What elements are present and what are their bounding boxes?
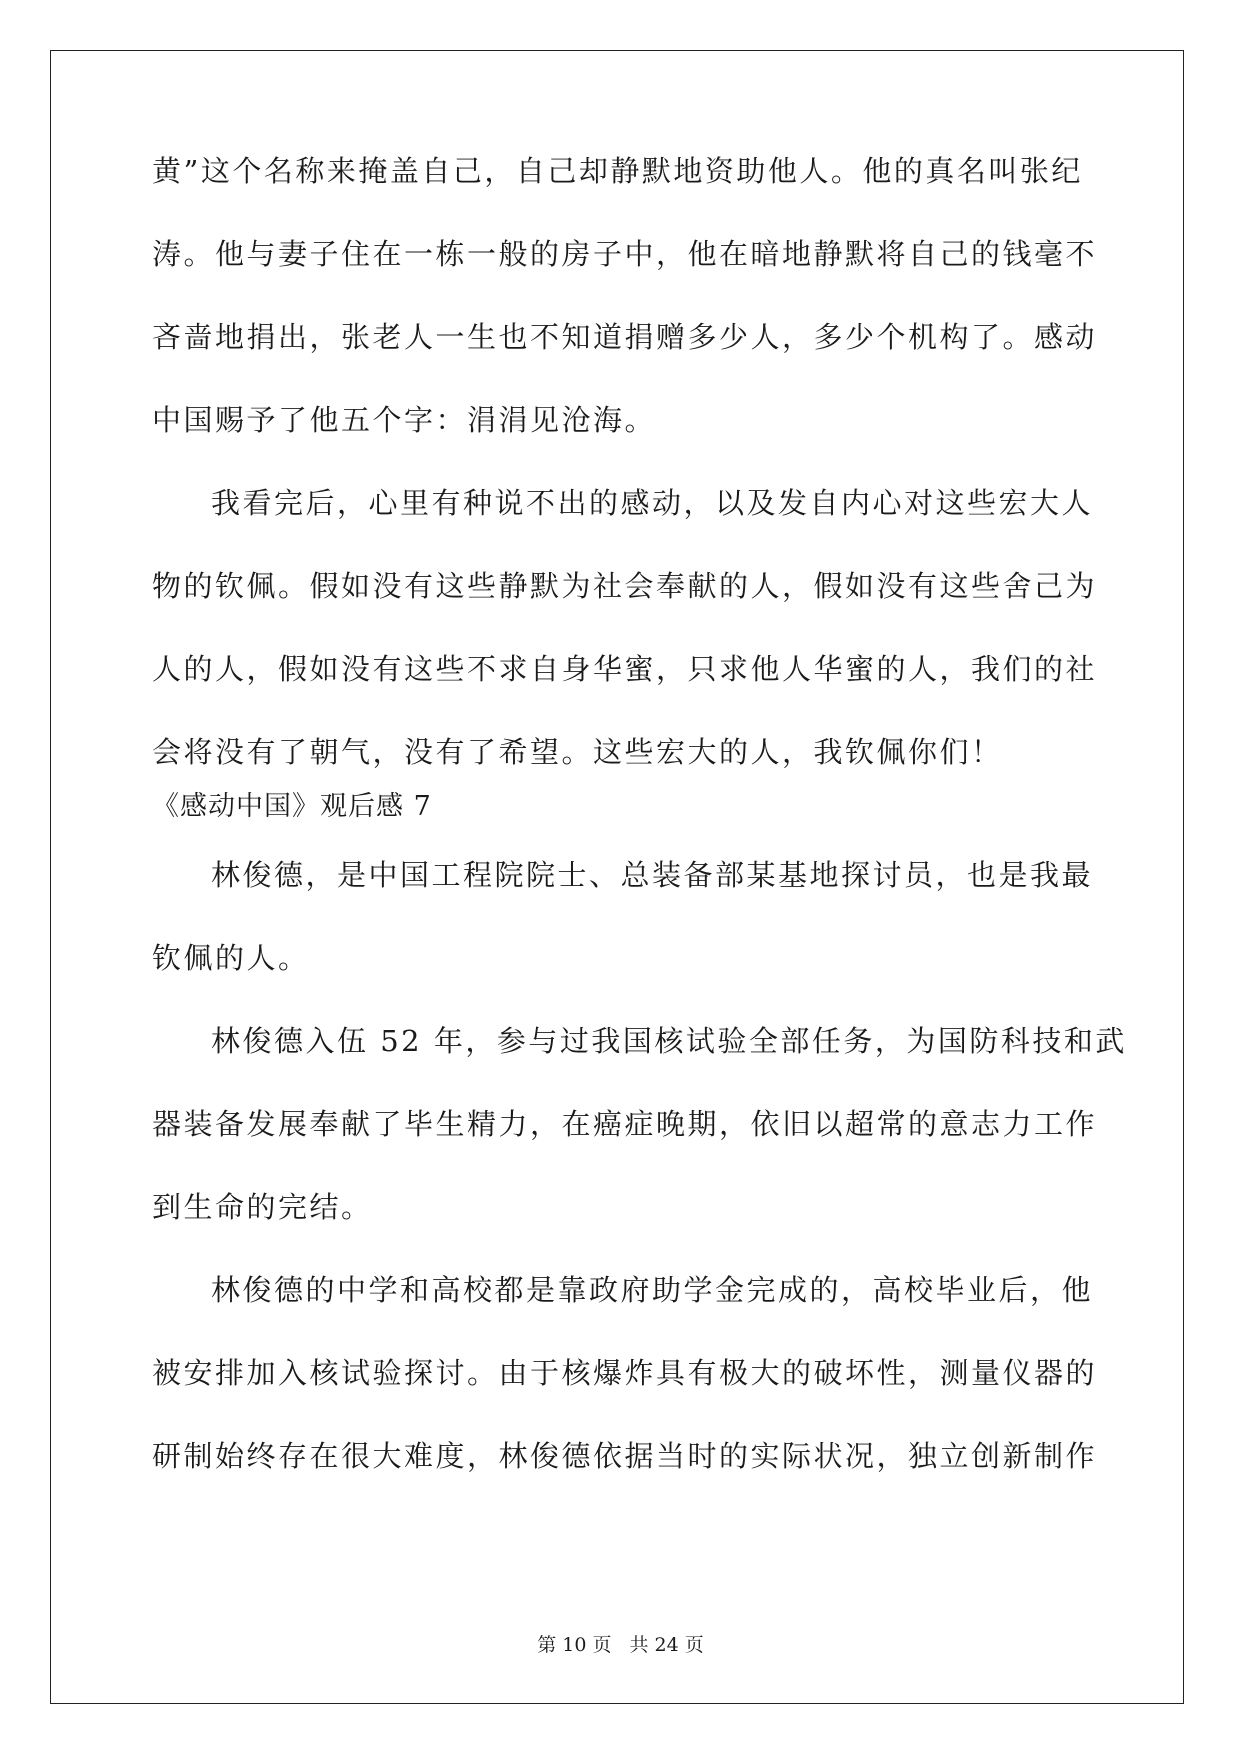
text-line: 研制始终存在很大难度，林俊德依据当时的实际状况，独立创新制作 xyxy=(152,1439,1098,1473)
page-number: 第 10 页 xyxy=(537,1634,612,1656)
text-line: 器装备发展奉献了毕生精力，在癌症晚期，依旧以超常的意志力工作 xyxy=(152,1107,1098,1141)
text-line: 我看完后，心里有种说不出的感动，以及发自内心对这些宏大人 xyxy=(211,486,1094,520)
text-line: 吝啬地捐出，张老人一生也不知道捐赠多少人，多少个机构了。感动 xyxy=(152,320,1098,354)
text-line: 会将没有了朝气，没有了希望。这些宏大的人，我钦佩你们！ xyxy=(152,735,1003,769)
page-footer xyxy=(0,1630,1241,1657)
text-line: 到生命的完结。 xyxy=(152,1190,373,1224)
text-line: 林俊德入伍 52 年，参与过我国核试验全部任务，为国防科技和武 xyxy=(211,1024,1127,1058)
document-body xyxy=(152,154,1127,1524)
page-total: 共 24 页 xyxy=(629,1634,704,1656)
text-line: 物的钦佩。假如没有这些静默为社会奉献的人，假如没有这些舍己为 xyxy=(152,569,1098,603)
text-line: 人的人，假如没有这些不求自身华蜜，只求他人华蜜的人，我们的社 xyxy=(152,652,1098,686)
text-line: 钦佩的人。 xyxy=(152,941,310,975)
text-line: 林俊德的中学和高校都是靠政府助学金完成的，高校毕业后，他 xyxy=(211,1273,1094,1307)
text-line: 林俊德，是中国工程院院士、总装备部某基地探讨员，也是我最 xyxy=(211,858,1094,892)
text-line: 涛。他与妻子住在一栋一般的房子中，他在暗地静默将自己的钱毫不 xyxy=(152,237,1098,271)
text-line: 黄”这个名称来掩盖自己，自己却静默地资助他人。他的真名叫张纪 xyxy=(152,154,1083,188)
text-line: 中国赐予了他五个字：涓涓见沧海。 xyxy=(152,403,657,437)
text-line: 被安排加入核试验探讨。由于核爆炸具有极大的破坏性，测量仪器的 xyxy=(152,1356,1098,1390)
section-heading: 《感动中国》观后感 7 xyxy=(152,791,432,822)
